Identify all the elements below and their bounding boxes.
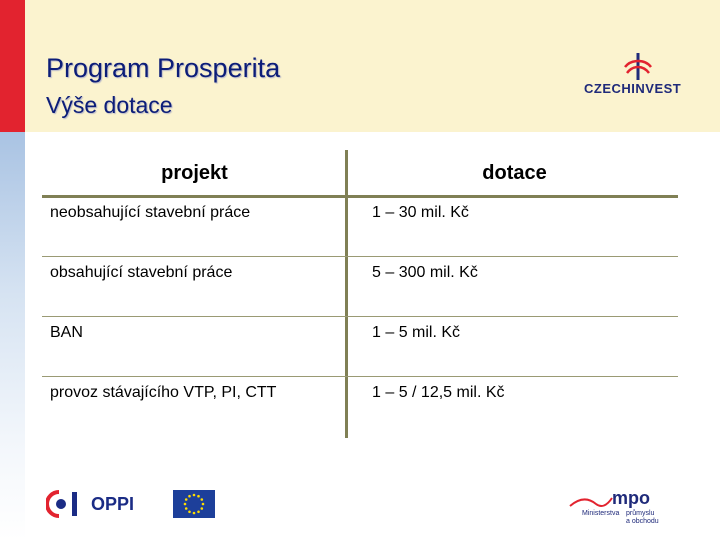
mpo-logo	[566, 486, 666, 526]
table-row-divider	[42, 316, 678, 317]
left-gradient-strip	[0, 132, 25, 540]
slide-title: Program Prosperita	[46, 53, 281, 83]
cell-grant: 5 – 300 mil. Kč	[372, 264, 478, 281]
czechinvest-word-invest: INVEST	[631, 81, 682, 96]
cell-project: neobsahující stavební práce	[50, 204, 251, 221]
slide-subtitle: Výše dotace	[46, 92, 173, 118]
cell-grant: 1 – 5 mil. Kč	[372, 324, 461, 341]
oppi-wordmark: OPPI	[91, 494, 135, 514]
cell-project: provoz stávajícího VTP, PI, CTT	[50, 384, 277, 401]
czechinvest-word-czech: CZECH	[584, 81, 632, 96]
column-header-dotace: dotace	[482, 162, 547, 184]
table-column-divider	[345, 150, 348, 438]
column-header-projekt: projekt	[161, 162, 228, 184]
mpo-wordmark: mpo	[612, 488, 650, 508]
cell-project: BAN	[50, 324, 83, 341]
mpo-line-2: průmyslu	[626, 510, 655, 517]
accent-red-bar	[0, 0, 25, 132]
czechinvest-logo	[580, 53, 695, 99]
table-row-divider	[42, 256, 678, 257]
czechinvest-mark-icon	[623, 53, 653, 81]
table-header-rule	[42, 195, 678, 198]
cell-grant: 1 – 30 mil. Kč	[372, 204, 469, 221]
mpo-line-3: a obchodu	[626, 518, 659, 525]
cell-project: obsahující stavební práce	[50, 264, 233, 281]
eu-flag-icon	[173, 490, 215, 518]
cell-grant: 1 – 5 / 12,5 mil. Kč	[372, 384, 505, 401]
mpo-line-1: Ministerstva	[582, 510, 620, 517]
czechinvest-wordmark	[584, 81, 681, 96]
table-row-divider	[42, 376, 678, 377]
oppi-mark-icon	[46, 489, 86, 519]
grant-table	[42, 150, 678, 438]
oppi-logo	[46, 489, 135, 519]
